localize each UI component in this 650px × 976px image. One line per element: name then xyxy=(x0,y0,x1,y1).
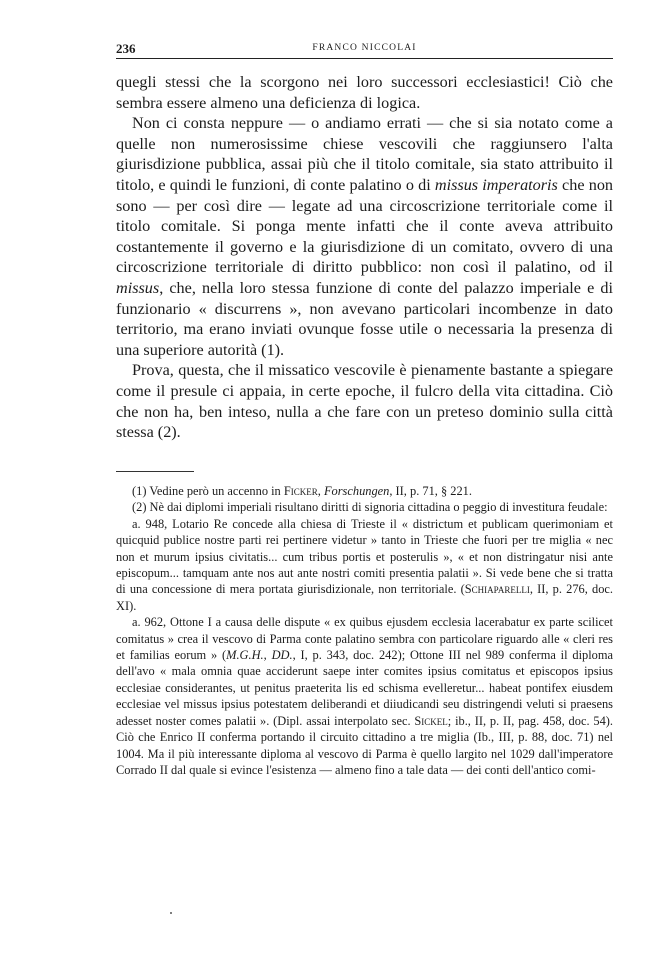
footnote-2 xyxy=(116,499,613,515)
paragraph-2-text-c: che non sono — per così dire — legate ad una circoscrizione territoriale come il titolo comitale. Si ponga mente infatti che il conte aveva attribuito costantemente il governo e la giurisdizione di un comitato, ovvero di una circoscrizione territoriale di diritto pubblico: non così il palatino, od il xyxy=(116,175,614,277)
footnote-separator xyxy=(116,471,194,472)
footnote-962-text-c: , I, p. 343, doc. 242); Ottone III nel 989 conferma il diploma dell'avo « mala omnia quae acciderunt saepe inter comites ipsius comitatus et episcopos ipsius ecclesiae considerantes, ut penitus praeterita lis ed schisma evelleretur... habeat pontifex eiusdem ecclesiae vel missus ipsius potestatem deliberandi et diiudicandi seu distringendi veluti si praesens adesset noster comes palatii ». (Dipl. assai interpolato sec. xyxy=(116,648,614,728)
main-text xyxy=(116,72,613,443)
footnote-2-text: (2) Nè dai diplomi imperiali risultano diritti di signoria cittadina o peggio di investitura feudale: xyxy=(132,500,608,515)
paragraph-2-text-a: Non ci consta neppure — o andiamo errati — che si sia notato come a quelle non numerosissime chiese vescovili che raggiunsero l'alta giurisdizione pubblica, assai più che il titolo comitale, sia stato attribuito il titolo, e quindi le funzioni, di conte palatino o di xyxy=(116,114,613,194)
footnote-948-text-c: , II, p. 276, doc. XI). xyxy=(116,582,613,613)
footnote-962-text-a: a. 962, Ottone I a causa delle dispute « ex quibus ejusdem ecclesia lacerabatur ex parte scilicet comitatus » crea il vescovo di Parma conte palatino sembra con particolare riguardo alle « cleri res et familias eorum » ( xyxy=(116,615,613,663)
author-schiaparelli: Schiaparelli xyxy=(464,582,530,597)
footnote-2-item-962 xyxy=(116,614,613,778)
footnote-962-text-e: ; ib., II, p. II, pag. 458, doc. 54). Ciò che Enrico II conferma portando il circuito cittadino a tre miglia (Ib., III, p. 88, doc. 71) nel 1004. Ma il più interessante diploma al vescovo di Parma è quello largito nel 1029 dall'imperatore Corrado II dal quale si evince l'esistenza — almeno fino a tale data — dei conti dell'antico comi- xyxy=(116,713,613,777)
paragraph-2-text-e: , che, nella loro stessa funzione di conte del palazzo imperiale e di funzionario « discurrens », non avevano particolari incombenze in dato territorio, ma erano inviati ovunque fosse utile o necessaria la presenza di una superiore autorità (1). xyxy=(116,278,613,359)
title-forschungen: Forschungen xyxy=(323,484,390,498)
footnote-1-text-a: (1) Vedine però un accenno in xyxy=(132,484,284,498)
footnotes xyxy=(116,483,613,778)
page-number: 236 xyxy=(116,41,136,56)
paragraph-3 xyxy=(116,360,613,442)
paragraph-1-text: quegli stessi che la scorgono nei loro successori ecclesiastici! Ciò che sembra essere almeno una deficienza di logica. xyxy=(116,73,613,112)
running-head: FRANCO NICCOLAI xyxy=(312,43,417,53)
paragraph-2 xyxy=(116,113,613,360)
author-sickel: Sickel xyxy=(414,713,448,728)
italic-term-missus-imperatoris: missus imperatoris xyxy=(434,175,558,194)
footnote-1-text-c: , xyxy=(317,484,324,498)
author-ficker: Ficker xyxy=(283,484,318,498)
paragraph-3-text: Prova, questa, che il missatico vescovile è pienamente bastante a spiegare come il presule ci appaia, in certe epoche, il fulcro della vita cittadina. Ciò che non ha, ben inteso, nulla a che fare con un preteso dominio sulla città stessa (2). xyxy=(116,361,613,442)
footnote-1-text-e: , II, p. 71, § 221. xyxy=(389,484,472,498)
page-header xyxy=(116,41,613,59)
header-rule xyxy=(116,58,613,59)
footnote-2-item-948 xyxy=(116,516,613,614)
footnote-1 xyxy=(116,483,613,499)
paragraph-1 xyxy=(116,72,613,113)
italic-term-missus: missus xyxy=(116,278,160,297)
title-mgh-dd: M.G.H., DD. xyxy=(226,648,293,663)
footnote-948-text-a: a. 948, Lotario Re concede alla chiesa di Trieste il « districtum et publicam querimoniam et quicquid publice nostre parti rei pertinere videtur » tanto in Trieste che fuori per tre miglia « nec non et murum ipsius civitatis... cum tribus portis et posterulis », « et non distringatur nisi ante episcopum... tamquam ante nos aut ante nostri comiti presentia palatii ». Si vede bene che si tratta di una concessione di mera portata giurisdizionale, non territoriale. ( xyxy=(116,516,613,597)
scan-speck xyxy=(170,912,172,914)
